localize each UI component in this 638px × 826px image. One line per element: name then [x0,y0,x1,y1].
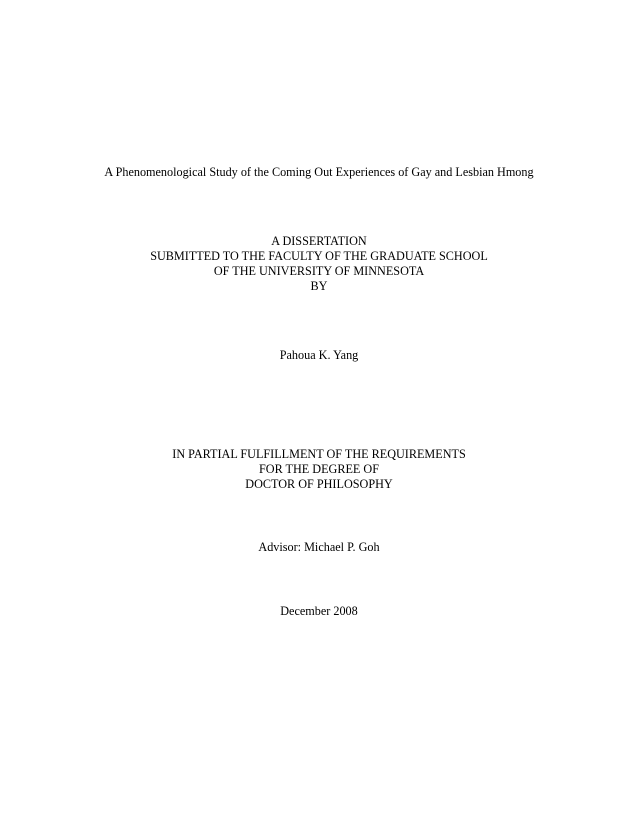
fulfillment-line: FOR THE DEGREE OF [259,462,379,476]
date-line: December 2008 [280,604,358,618]
submission-line: SUBMITTED TO THE FACULTY OF THE GRADUATE SCHOOL [150,249,488,263]
submission-line: OF THE UNIVERSITY OF MINNESOTA [213,264,425,278]
fulfillment-line: DOCTOR OF PHILOSOPHY [245,477,393,491]
advisor-line: Advisor: Michael P. Goh [258,540,380,554]
submission-statement [0,234,638,294]
fulfillment-line: IN PARTIAL FULFILLMENT OF THE REQUIREMENTS [172,447,466,461]
submission-line: A DISSERTATION [271,234,367,248]
dissertation-title: A Phenomenological Study of the Coming Out Experiences of Gay and Lesbian Hmong [104,165,534,179]
fulfillment-statement [0,447,638,492]
author-name: Pahoua K. Yang [279,348,359,362]
submission-line: BY [310,279,328,293]
